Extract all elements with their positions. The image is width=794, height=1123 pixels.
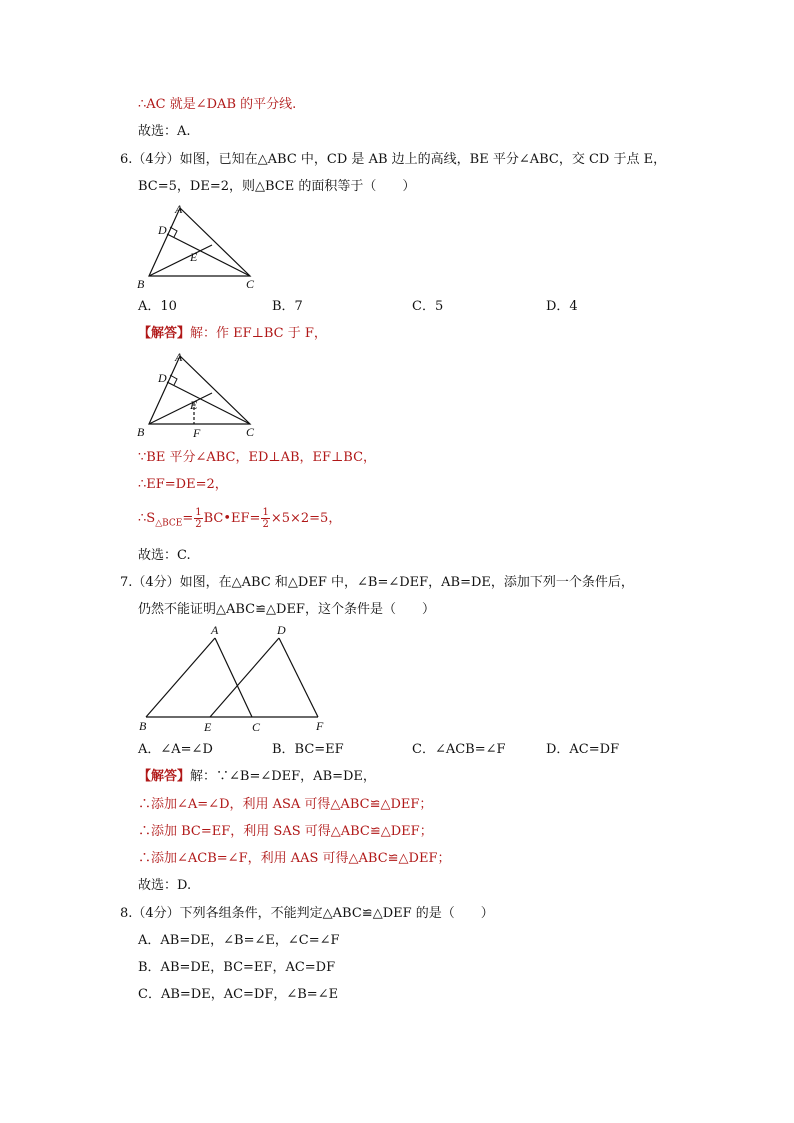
frac-den: 2 — [262, 519, 269, 530]
sol6-label-c: C — [246, 425, 255, 439]
frac-num: 1 — [195, 507, 202, 518]
q6-step2: ∴EF=DE=2， — [138, 477, 228, 492]
q8-option-c: C．AB=DE，AC=DF，∠B=∠E — [138, 987, 339, 1002]
q8-option-b: B．AB=DE，BC=EF，AC=DF — [138, 960, 336, 975]
q7-label-d: D — [277, 623, 286, 637]
altitude-cd — [167, 234, 250, 276]
frac-num: 1 — [262, 507, 269, 518]
q7-stem-line1: 7.（4分）如图，在△ABC 和△DEF 中，∠B=∠DEF，AB=DE，添加下列一个条件后， — [120, 575, 634, 590]
triangle-abc — [149, 356, 250, 424]
q6-solution-intro — [138, 325, 327, 343]
sol6-label-f: F — [193, 426, 201, 440]
q6-label-a: A — [175, 202, 183, 216]
q6-stem-line2: BC=5，DE=2，则△BCE 的面积等于（ ） — [138, 179, 416, 194]
q7-step2: ∴添加 BC=EF，利用 SAS 可得△ABC≌△DEF； — [138, 824, 433, 839]
q8-stem-line1: 8.（4分）下列各组条件，不能判定△ABC≌△DEF 的是（ ） — [120, 906, 494, 921]
q7-step1: ∴添加∠A=∠D，利用 ASA 可得△ABC≌△DEF； — [138, 797, 433, 812]
q6-option-a: A．10 — [138, 299, 177, 314]
prev-answer — [138, 123, 191, 141]
q7-answer: 故选：D. — [138, 878, 192, 893]
q6-label-d: D — [158, 223, 167, 237]
q6-step3-s: ∴S — [138, 511, 156, 526]
side-df — [279, 638, 318, 717]
q6-label-b: B — [137, 277, 145, 291]
bisector-be — [149, 245, 212, 276]
q6-solution-figure — [132, 348, 267, 440]
q8-option-a: A．AB=DE，∠B=∠E，∠C=∠F — [138, 933, 340, 948]
q7-label-f: F — [316, 719, 324, 733]
q6-fraction-2 — [261, 507, 269, 530]
q7-option-a: A．∠A=∠D — [138, 742, 213, 757]
sol6-label-e: E — [190, 398, 198, 412]
sol6-label-a: A — [175, 350, 183, 364]
bisector-be — [149, 393, 212, 424]
triangle-abc — [149, 208, 250, 276]
q6-option-c: C．5 — [412, 299, 444, 314]
q7-label-b: B — [139, 719, 147, 733]
q6-step3-mid: BC•EF= — [203, 511, 261, 526]
q6-label-e: E — [190, 250, 198, 264]
q7-label-a: A — [211, 623, 219, 637]
q6-figure — [132, 200, 267, 292]
q6-option-b: B．7 — [272, 299, 303, 314]
q7-label-e: E — [204, 720, 212, 734]
q6-answer: 故选：C. — [138, 548, 191, 563]
q6-label-c: C — [246, 277, 255, 291]
q6-stem-line1: 6.（4分）如图，已知在△ABC 中，CD 是 AB 边上的高线，BE 平分∠ABC，交 CD 于点 E， — [120, 152, 667, 167]
q6-step3-end: ×5×2=5， — [270, 511, 342, 526]
q7-solution-tag: 【解答】 — [138, 769, 191, 784]
q6-solution-tag: 【解答】 — [138, 326, 191, 341]
q7-option-b: B．BC=EF — [272, 742, 344, 757]
prev-conclusion: ∴AC 就是∠DAB 的平分线. — [138, 97, 297, 112]
side-ab — [146, 638, 215, 717]
q7-step3: ∴添加∠ACB=∠F，利用 AAS 可得△ABC≌△DEF； — [138, 851, 451, 866]
q7-option-d: D．AC=DF — [546, 742, 620, 757]
prev-answer-text: 故选：A. — [138, 124, 191, 139]
q7-solution-text: 解：∵∠B=∠DEF，AB=DE， — [190, 769, 376, 784]
frac-den: 2 — [195, 519, 202, 530]
q7-figure — [132, 622, 332, 738]
sol6-label-d: D — [158, 371, 167, 385]
sol6-label-b: B — [137, 425, 145, 439]
q6-step3-sub: △BCE — [155, 518, 183, 529]
q7-label-c: C — [252, 720, 261, 734]
q6-fraction-1 — [194, 507, 202, 530]
q6-step3 — [138, 506, 341, 537]
q6-step3-eq: = — [182, 511, 194, 526]
q7-stem-line2: 仍然不能证明△ABC≌△DEF，这个条件是（ ） — [138, 602, 435, 617]
q6-option-d: D．4 — [546, 299, 578, 314]
q6-solution-text: 解：作 EF⊥BC 于 F， — [190, 326, 327, 341]
altitude-cd — [167, 382, 250, 424]
q6-step1: ∵BE 平分∠ABC，ED⊥AB，EF⊥BC， — [138, 450, 377, 465]
q7-option-c: C．∠ACB=∠F — [412, 742, 506, 757]
q7-solution-intro — [138, 768, 376, 786]
